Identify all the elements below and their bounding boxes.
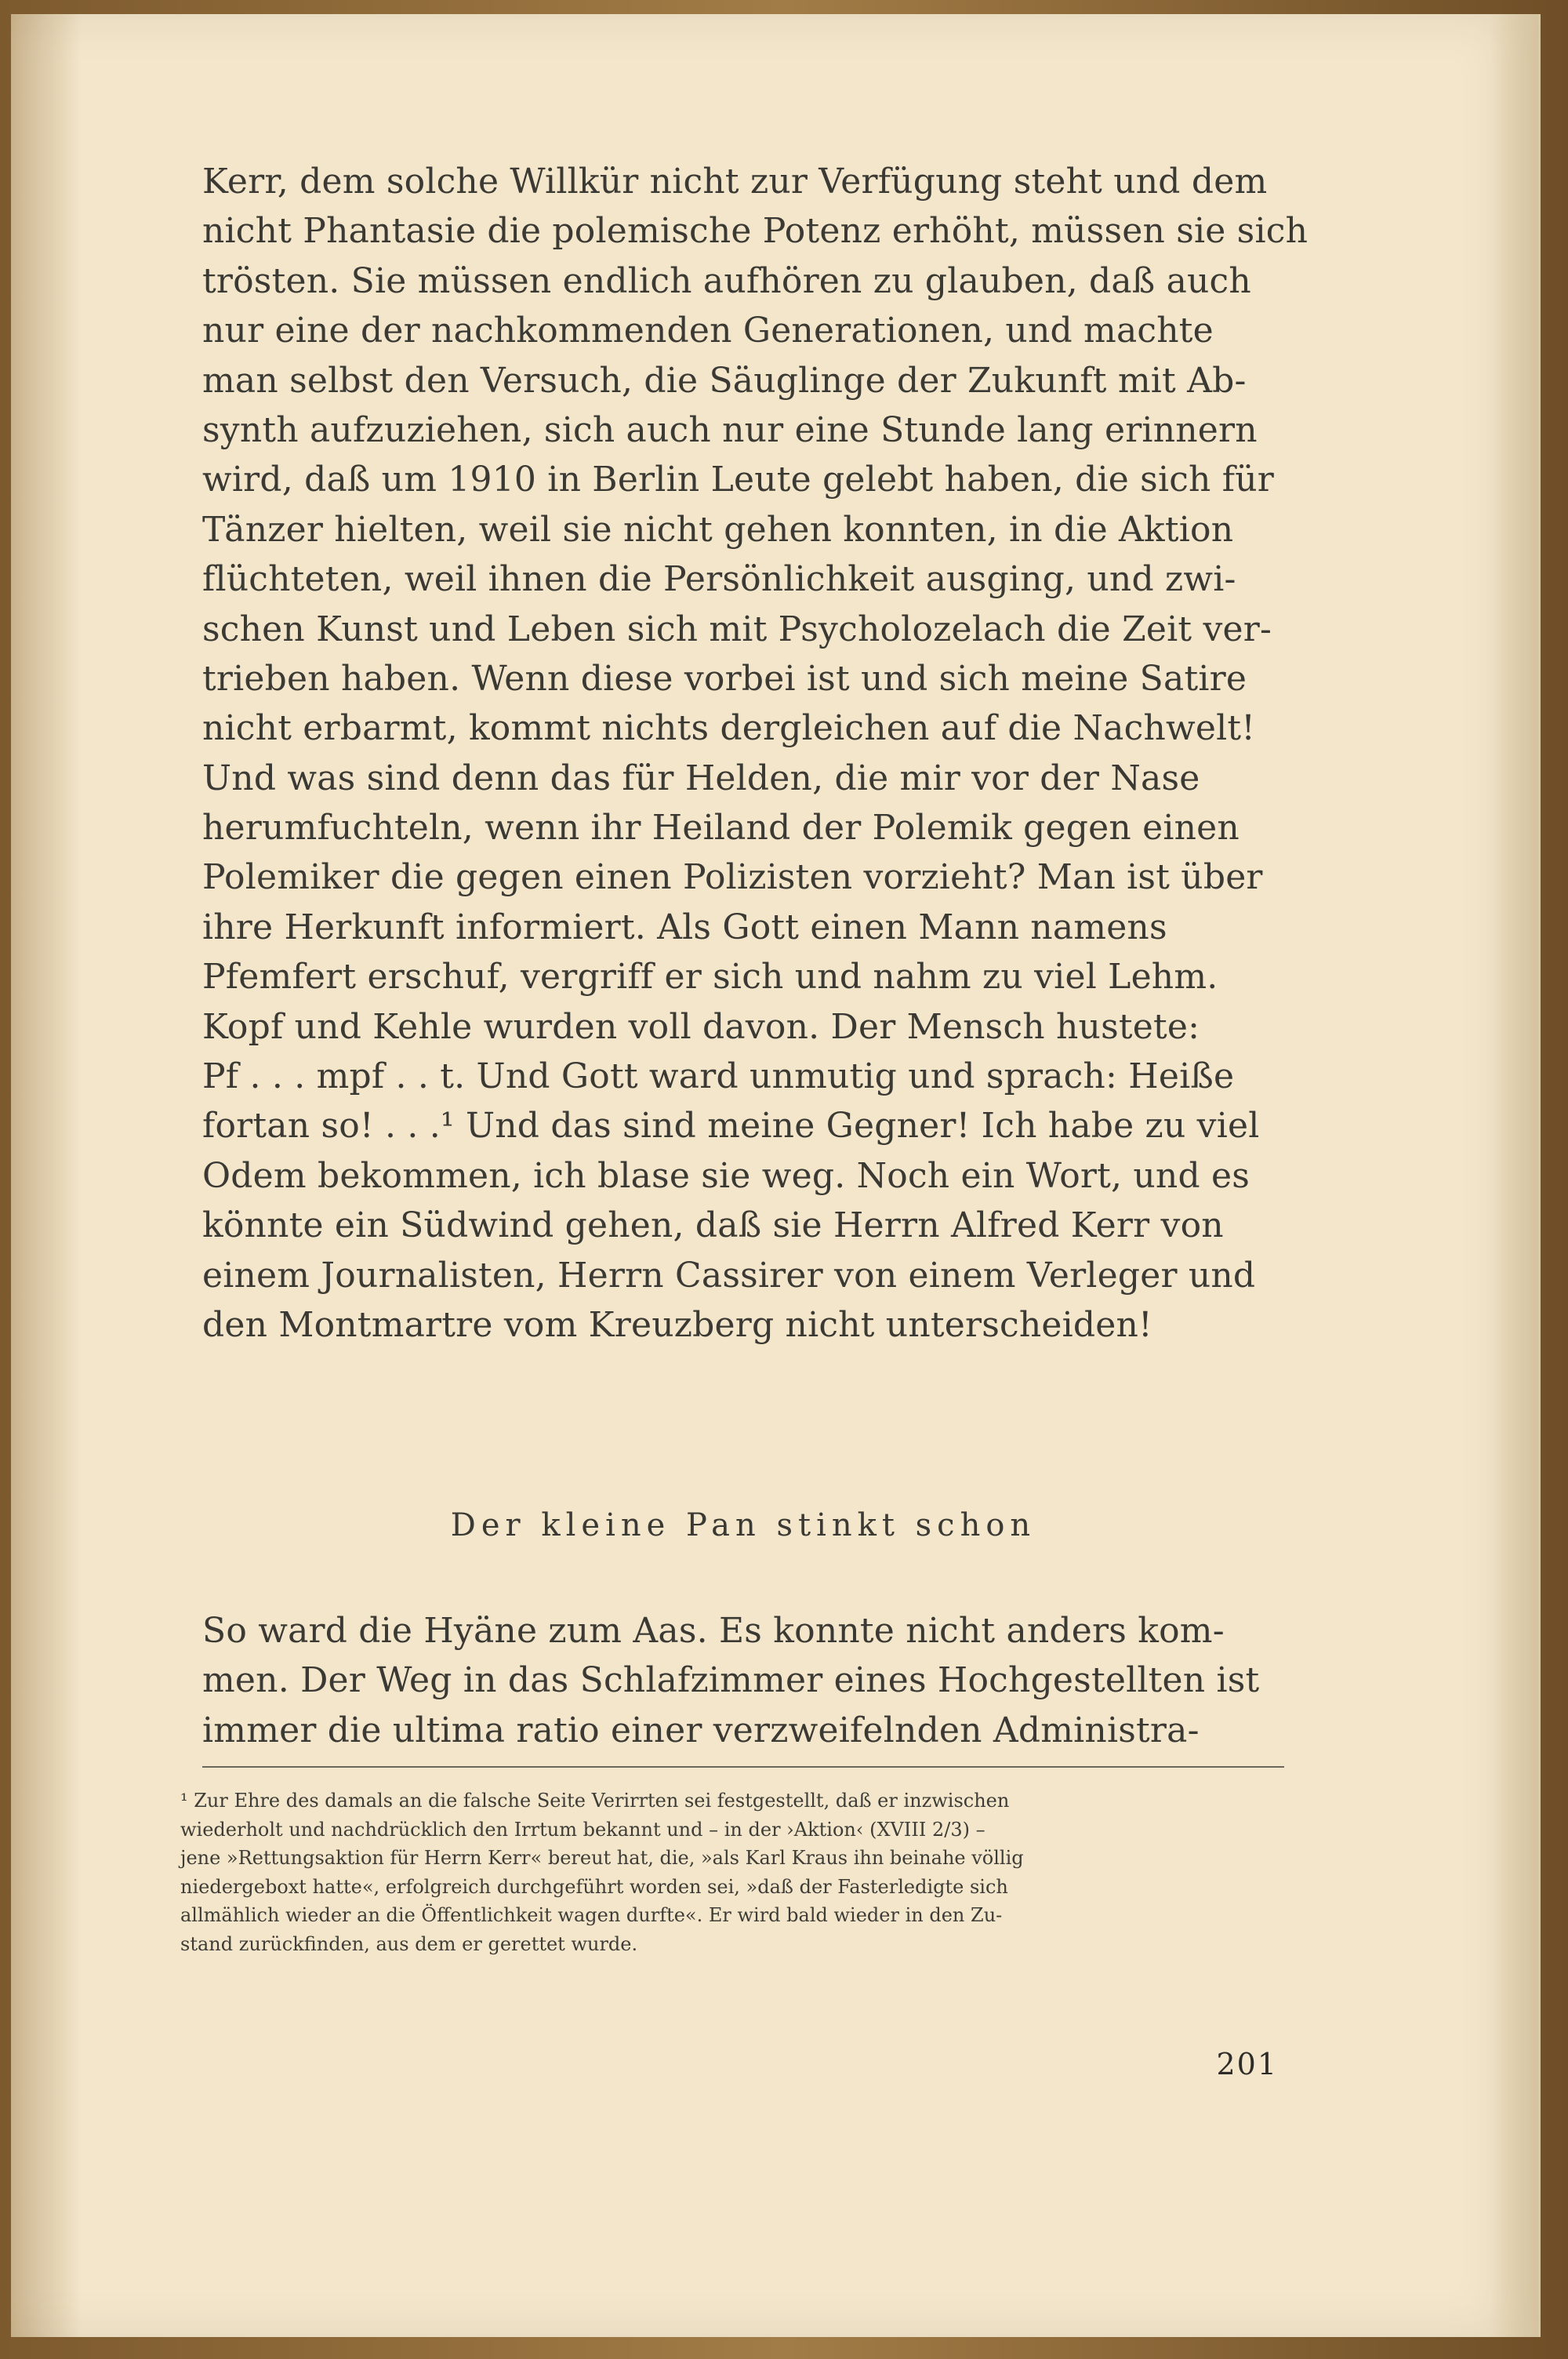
text-line: synth aufzuziehen, sich auch nur eine Stunde lang erinnern	[202, 409, 1258, 450]
text-line: Tänzer hielten, weil sie nicht gehen konnten, in die Aktion	[202, 509, 1234, 550]
footnote-line: ¹ Zur Ehre des damals an die falsche Seite Verirrten sei festgestellt, daß er inzwischen	[180, 1790, 1010, 1812]
text-line: könnte ein Südwind gehen, daß sie Herrn Alfred Kerr von	[202, 1205, 1224, 1246]
main-text	[202, 157, 1308, 1350]
text-line: So ward die Hyäne zum Aas. Es konnte nicht anders kom-	[202, 1611, 1225, 1651]
text-line: Polemiker die gegen einen Polizisten vorzieht? Man ist über	[202, 857, 1263, 898]
text-line: Pfemfert erschuf, vergriff er sich und nahm zu viel Lehm.	[202, 957, 1218, 998]
text-line: Kerr, dem solche Willkür nicht zur Verfügung steht und dem	[202, 162, 1268, 202]
text-line: flüchteten, weil ihnen die Persönlichkeit ausging, und zwi-	[202, 559, 1236, 600]
text-line: schen Kunst und Leben sich mit Psycholozelach die Zeit ver-	[202, 609, 1272, 649]
text-line: den Montmartre vom Kreuzberg nicht unterscheiden!	[202, 1304, 1152, 1345]
section-heading: Der kleine Pan stinkt schon	[450, 1507, 1036, 1543]
text-line: immer die ultima ratio einer verzweifelnden Administra-	[202, 1710, 1200, 1750]
footnote	[180, 1787, 1278, 1958]
text-line: ihre Herkunft informiert. Als Gott einen Mann namens	[202, 907, 1167, 947]
footnote-line: stand zurückfinden, aus dem er gerettet wurde.	[180, 1932, 638, 1955]
page-gutter-shadow	[11, 14, 82, 2337]
footnote-line: wiederholt und nachdrücklich den Irrtum bekannt und – in der ›Aktion‹ (XVIII 2/3) –	[180, 1818, 985, 1841]
text-line: Pf . . . mpf . . t. Und Gott ward unmutig und sprach: Heiße	[202, 1056, 1235, 1097]
text-line: wird, daß um 1910 in Berlin Leute gelebt haben, die sich für	[202, 460, 1275, 500]
text-line: nicht erbarmt, kommt nichts dergleichen auf die Nachwelt!	[202, 708, 1256, 749]
text-line: Odem bekommen, ich blase sie weg. Noch ein Wort, und es	[202, 1155, 1250, 1196]
text-line: nur eine der nachkommenden Generationen, und machte	[202, 311, 1214, 351]
text-line: nicht Phantasie die polemische Potenz erhöht, müssen sie sich	[202, 211, 1308, 252]
footnote-line: allmählich wieder an die Öffentlichkeit wagen durfte«. Er wird bald wieder in den Zu-	[180, 1904, 1003, 1926]
text-line: trieben haben. Wenn diese vorbei ist und sich meine Satire	[202, 658, 1247, 699]
text-line: Und was sind denn das für Helden, die mir vor der Nase	[202, 758, 1200, 798]
footnote-line: niedergeboxt hatte«, erfolgreich durchgeführt worden sei, »daß der Fasterledigte sich	[180, 1875, 1008, 1898]
page-number: 201	[1216, 2047, 1278, 2081]
text-line: men. Der Weg in das Schlafzimmer eines Hochgestellten ist	[202, 1660, 1260, 1701]
text-line: herumfuchteln, wenn ihr Heiland der Polemik gegen einen	[202, 808, 1240, 849]
text-line: einem Journalisten, Herrn Cassirer von einem Verleger und	[202, 1255, 1256, 1296]
page-edge	[1490, 14, 1538, 2337]
footnote-line: jene »Rettungsaktion für Herrn Kerr« bereut hat, die, »als Karl Kraus ihn beinahe völlig	[180, 1847, 1024, 1869]
footnote-divider	[202, 1766, 1284, 1768]
text-line: fortan so! . . .¹ Und das sind meine Gegner! Ich habe zu viel	[202, 1106, 1260, 1147]
text-line: trösten. Sie müssen endlich aufhören zu glauben, daß auch	[202, 260, 1251, 301]
text-line: man selbst den Versuch, die Säuglinge der Zukunft mit Ab-	[202, 360, 1247, 401]
section-text	[202, 1606, 1284, 1755]
text-line: Kopf und Kehle wurden voll davon. Der Mensch hustete:	[202, 1006, 1200, 1047]
